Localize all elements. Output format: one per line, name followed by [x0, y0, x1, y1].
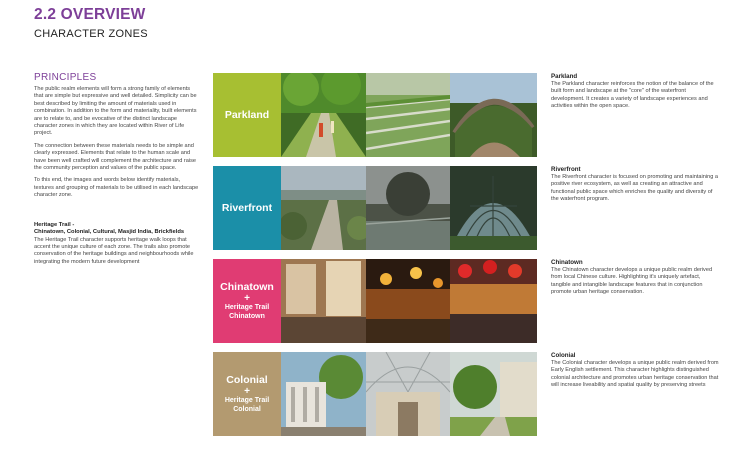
desc-title: Chinatown — [551, 259, 583, 266]
desc-text: The Chinatown character develops a unique public realm derived from local Chinese culture. Highlighting it's uniquely artefact, tangible and intangible landscape features that in conjunction promote urban heritage conservation. — [551, 267, 713, 296]
desc-title: Riverfront — [551, 166, 581, 173]
page-subtitle: CHARACTER ZONES — [34, 28, 148, 40]
parkland-photo-2 — [366, 73, 450, 157]
heritage-trail-title-line-2: Chinatown, Colonial, Cultural, Masjid India, Brickfields — [34, 229, 185, 236]
zone-label-chinatown — [213, 259, 281, 343]
desc-text: The Riverfront character is focused on promoting and maintaining a positive river ecosystem, as well as creating an attractive and functional public space which enriches the quality and diversity of the waterfront program. — [551, 174, 718, 203]
chinatown-photo-1 — [281, 259, 366, 343]
zone-parkland — [213, 73, 537, 157]
principles-paragraph-3: To this end, the images and words below identify materials, textures and grouping of materials to be utilised in each landscape character zone. — [34, 177, 199, 199]
zone-label-sub-2: Colonial — [233, 405, 261, 413]
zone-chinatown — [213, 259, 537, 343]
zone-colonial — [213, 352, 537, 436]
desc-chinatown — [551, 259, 721, 297]
desc-title: Parkland — [551, 73, 578, 80]
chinatown-photo-2 — [366, 259, 450, 343]
desc-title: Colonial — [551, 352, 576, 359]
zone-label-sub-2: Chinatown — [229, 312, 265, 320]
zone-label-sub-1: Heritage Trail — [224, 304, 270, 311]
zone-riverfront — [213, 166, 537, 250]
principles-paragraph-2: The connection between these materials needs to be simple and clearly expressed. Elements that relate to the human scale and have been well crafted will complement the architecture and raise the community perception and values of the public space. — [34, 142, 196, 172]
parkland-photo-3 — [450, 73, 537, 157]
zone-label-text: Colonial — [226, 374, 268, 386]
zone-label-text: Riverfront — [221, 202, 273, 214]
desc-text: The Colonial character develops a unique public realm derived from Early English settlement. This character highlights distinguished colonial architecture and promotes urban heritage conservation that will increase liveability and spatial quality by preserving streets — [551, 360, 719, 389]
riverfront-photo-1 — [281, 166, 366, 250]
zone-label-text: Parkland — [224, 109, 270, 121]
principles-heading: PRINCIPLES — [34, 72, 97, 83]
heritage-trail-title — [34, 222, 199, 237]
page-title: 2.2 OVERVIEW — [34, 6, 146, 23]
colonial-photo-2 — [366, 352, 450, 436]
parkland-photo-1 — [281, 73, 366, 157]
colonial-photo-3 — [450, 352, 537, 436]
desc-text: The Parkland character reinforces the notion of the balance of the built form and landscape at the "core" of the waterfront development. It creates a variety of landscape experiences and activities within the open space. — [551, 81, 714, 110]
zone-label-riverfront — [213, 166, 281, 250]
zone-label-text: Chinatown — [220, 281, 274, 293]
colonial-photo-1 — [281, 352, 366, 436]
heritage-trail-text: The Heritage Trail character supports heritage walk loops that accent the unique culture of each zone. The trails also promote conservation of the heritage buildings and neighbourhoods while integrating the modern future development — [34, 236, 194, 265]
principles-column — [34, 72, 199, 271]
desc-parkland — [551, 73, 721, 111]
desc-colonial — [551, 352, 721, 390]
zone-label-colonial — [213, 352, 281, 436]
zone-label-sub-1: Heritage Trail — [224, 397, 270, 404]
riverfront-photo-2 — [366, 166, 450, 250]
zone-label-parkland — [213, 73, 281, 157]
desc-riverfront — [551, 166, 721, 204]
zone-label-plus: + — [244, 293, 250, 304]
riverfront-photo-3 — [450, 166, 537, 250]
chinatown-photo-3 — [450, 259, 537, 343]
heritage-trail-title-line-1: Heritage Trail - — [34, 221, 75, 228]
zone-label-plus: + — [244, 386, 250, 397]
principles-paragraph-1: The public realm elements will form a strong family of elements that are simple but expressive and well detailed. Simplicity can be best described by limiting the amount of materials used in combination. In addition to the form and materiality, built elements are to relate to, and be evocative of the distinct landscape character zones in which they are located within River of Life project. — [34, 86, 197, 137]
